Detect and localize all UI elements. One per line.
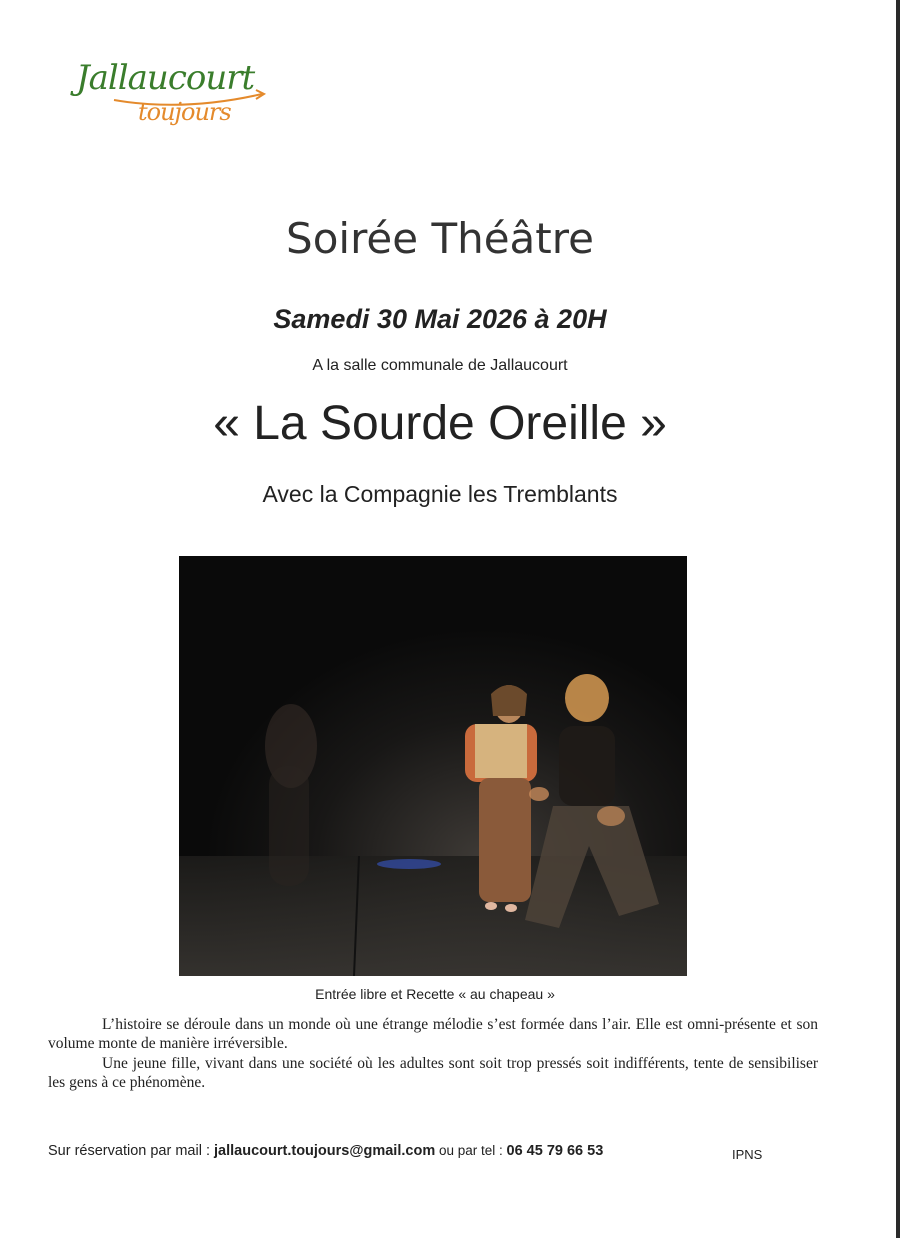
story-paragraph-1: L’histoire se déroule dans un monde où une étrange mélodie s’est formée dans l’air. Elle est omni-présente et son volume monte de manière irréversible. xyxy=(48,1016,818,1053)
stage-photo-illustration xyxy=(179,556,687,976)
reservation-line xyxy=(48,1143,848,1159)
reservation-middle: ou par tel : xyxy=(435,1143,507,1158)
event-title: Soirée Théâtre xyxy=(286,214,594,263)
company-name: Avec la Compagnie les Tremblants xyxy=(262,481,618,507)
story-paragraph-2: Une jeune fille, vivant dans une société où les adultes sont soit trop pressés soit indifférents, tente de sensibiliser les gens à ce phénomène. xyxy=(48,1054,818,1092)
page-edge xyxy=(896,0,900,1238)
story-text xyxy=(48,1015,818,1093)
reservation-phone: 06 45 79 66 53 xyxy=(506,1143,604,1159)
event-date: Samedi 30 Mai 2026 à 20H xyxy=(273,304,607,334)
reservation-prefix: Sur réservation par mail : xyxy=(48,1143,215,1159)
ipns-label: IPNS xyxy=(732,1147,763,1162)
stage-photo xyxy=(179,556,687,976)
logo-sub-text: toujours xyxy=(138,98,231,126)
jallaucourt-logo xyxy=(74,54,274,150)
play-title: « La Sourde Oreille » xyxy=(213,397,667,450)
event-venue: A la salle communale de Jallaucourt xyxy=(312,357,568,374)
photo-caption: Entrée libre et Recette « au chapeau » xyxy=(315,986,555,1002)
logo-swoosh xyxy=(74,54,274,150)
logo-main-text: Jallaucourt xyxy=(76,58,255,98)
reservation-email: jallaucourt.toujours@gmail.com xyxy=(214,1143,436,1159)
